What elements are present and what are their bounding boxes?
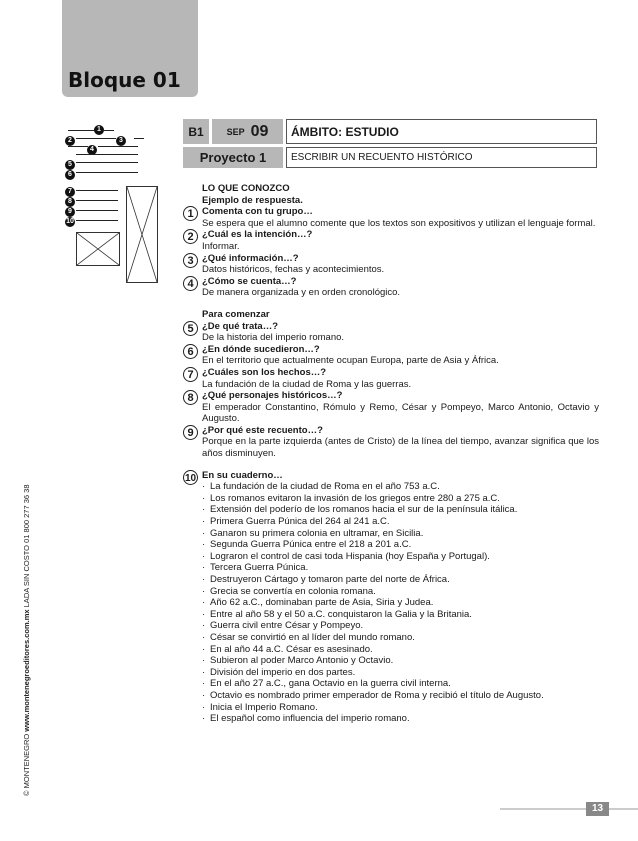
diagram-marker: 2 bbox=[65, 136, 75, 146]
diagram-marker: 1 bbox=[94, 125, 104, 135]
question-item bbox=[183, 206, 599, 229]
question-number: 3 bbox=[183, 253, 198, 268]
answer-text: Porque en la parte izquierda (antes de Cristo) de la línea del tiempo, avanzar significa que los años disminuyen. bbox=[202, 436, 599, 460]
diagram-marker: 5 bbox=[65, 160, 75, 170]
list-item: · Subieron al poder Marco Antonio y Octavio. bbox=[202, 655, 599, 667]
question-item bbox=[183, 321, 599, 344]
list-item: · Ganaron su primera colonia en ultramar, en Sicilia. bbox=[202, 528, 599, 540]
question-item bbox=[183, 470, 599, 482]
answer-text: En el territorio que actualmente ocupan Europa, parte de Asia y África. bbox=[202, 355, 499, 367]
question-number: 6 bbox=[183, 344, 198, 359]
question-number: 5 bbox=[183, 321, 198, 336]
image-placeholder-icon bbox=[76, 232, 120, 266]
question-number: 10 bbox=[183, 470, 198, 485]
publisher-phone: LADA SIN COSTO 01 800 277 36 38 bbox=[22, 484, 31, 608]
list-item: · Año 62 a.C., dominaban parte de Asia, Siria y Judea. bbox=[202, 597, 599, 609]
block-code: B1 bbox=[183, 119, 209, 144]
list-item: · El español como influencia del imperio romano. bbox=[202, 713, 599, 725]
question-text: ¿Cómo se cuenta…? bbox=[202, 275, 297, 287]
publisher-brand: © MONTENEGRO bbox=[22, 733, 31, 796]
publisher-url: www.montenegroeditores.com.mx bbox=[22, 609, 31, 732]
proyecto-label: Proyecto 1 bbox=[183, 147, 283, 168]
question-item bbox=[183, 229, 599, 252]
question-number: 7 bbox=[183, 367, 198, 382]
diagram-marker: 4 bbox=[87, 145, 97, 155]
question-item bbox=[183, 253, 599, 276]
question-text: ¿Cuál es la intención…? bbox=[202, 229, 313, 241]
list-item: · En al año 44 a.C. César es asesinado. bbox=[202, 644, 599, 656]
question-number: 8 bbox=[183, 390, 198, 405]
image-placeholder-icon bbox=[126, 186, 158, 283]
diagram-marker: 6 bbox=[65, 170, 75, 180]
diagram-marker: 9 bbox=[65, 207, 75, 217]
section-subheading: Ejemplo de respuesta. bbox=[202, 194, 303, 206]
diagram-marker: 10 bbox=[66, 218, 74, 225]
sep-code bbox=[212, 119, 283, 144]
question-item bbox=[183, 390, 599, 425]
timeline-list bbox=[183, 481, 599, 724]
question-text: ¿Qué personajes históricos…? bbox=[202, 390, 343, 402]
answer-content bbox=[183, 183, 599, 725]
header-table bbox=[183, 119, 597, 168]
question-number: 1 bbox=[183, 206, 198, 221]
list-item: · En el año 27 a.C., gana Octavio en la guerra civil interna. bbox=[202, 678, 599, 690]
layout-diagram bbox=[60, 124, 170, 284]
list-item: · Grecia se convertía en colonia romana. bbox=[202, 586, 599, 598]
section-heading: Para comenzar bbox=[202, 308, 270, 320]
section-heading: LO QUE CONOZCO bbox=[202, 183, 290, 194]
list-item: · Octavio es nombrado primer emperador de Roma y recibió el título de Augusto. bbox=[202, 690, 599, 702]
list-item: · Tercera Guerra Púnica. bbox=[202, 562, 599, 574]
question-number: 2 bbox=[183, 229, 198, 244]
list-item: · Los romanos evitaron la invasión de los griegos entre 280 a 275 a.C. bbox=[202, 493, 599, 505]
list-item: · Guerra civil entre César y Pompeyo. bbox=[202, 620, 599, 632]
question-item bbox=[183, 367, 599, 390]
question-number: 9 bbox=[183, 425, 198, 440]
question-text: ¿Qué información…? bbox=[202, 252, 299, 264]
question-item bbox=[183, 344, 599, 367]
list-item: · Extensión del poderío de los romanos hacia el sur de la península itálica. bbox=[202, 504, 599, 516]
question-text: ¿Por qué este recuento…? bbox=[202, 424, 323, 436]
list-item: · División del imperio en dos partes. bbox=[202, 667, 599, 679]
ambito-label: ÁMBITO: ESTUDIO bbox=[286, 119, 597, 144]
answer-text: La fundación de la ciudad de Roma y las guerras. bbox=[202, 378, 412, 390]
sep-number: 09 bbox=[250, 122, 269, 140]
question-text: ¿En dónde sucedieron…? bbox=[202, 343, 320, 355]
list-item: · César se convirtió en al líder del mundo romano. bbox=[202, 632, 599, 644]
answer-text: De manera organizada y en orden cronológico. bbox=[202, 287, 401, 299]
diagram-marker: 8 bbox=[65, 197, 75, 207]
question-text: En su cuaderno… bbox=[202, 469, 283, 481]
sep-label: SEP bbox=[226, 126, 245, 137]
list-item: · Primera Guerra Púnica del 264 al 241 a.C. bbox=[202, 516, 599, 528]
proyecto-description: ESCRIBIR UN RECUENTO HISTÓRICO bbox=[286, 147, 597, 168]
diagram-marker: 7 bbox=[65, 187, 75, 197]
list-item: · Inicia el Imperio Romano. bbox=[202, 702, 599, 714]
list-item: · Segunda Guerra Púnica entre el 218 a 201 a.C. bbox=[202, 539, 599, 551]
list-item: · Lograron el control de casi toda Hispania (hoy España y Portugal). bbox=[202, 551, 599, 563]
answer-text: El emperador Constantino, Rómulo y Remo, César y Pompeyo, Marco Antonio, Octavio y Augusto. bbox=[202, 401, 599, 425]
question-number: 4 bbox=[183, 276, 198, 291]
diagram-marker: 3 bbox=[116, 136, 126, 146]
question-item bbox=[183, 276, 599, 299]
question-item bbox=[183, 425, 599, 460]
question-text: Comenta con tu grupo… bbox=[202, 206, 313, 218]
question-text: ¿Cuáles son los hechos…? bbox=[202, 366, 327, 378]
question-text: ¿De qué trata…? bbox=[202, 320, 279, 332]
list-item: · La fundación de la ciudad de Roma en el año 753 a.C. bbox=[202, 481, 599, 493]
answer-text: De la historia del imperio romano. bbox=[202, 332, 345, 344]
list-item: · Destruyeron Cártago y tomaron parte del norte de África. bbox=[202, 574, 599, 586]
bloque-title: Bloque 01 bbox=[68, 68, 181, 92]
side-publisher-text bbox=[22, 485, 31, 797]
footer-rule bbox=[500, 808, 638, 810]
list-item: · Entre al año 58 y el 50 a.C. conquistaron la Galia y la Britania. bbox=[202, 609, 599, 621]
page-number: 13 bbox=[586, 802, 609, 816]
answer-text: Se espera que el alumno comente que los textos son expositivos y utilizan el lenguaje formal. bbox=[202, 217, 596, 229]
answer-text: Informar. bbox=[202, 240, 240, 252]
answer-text: Datos históricos, fechas y acontecimientos. bbox=[202, 264, 385, 276]
